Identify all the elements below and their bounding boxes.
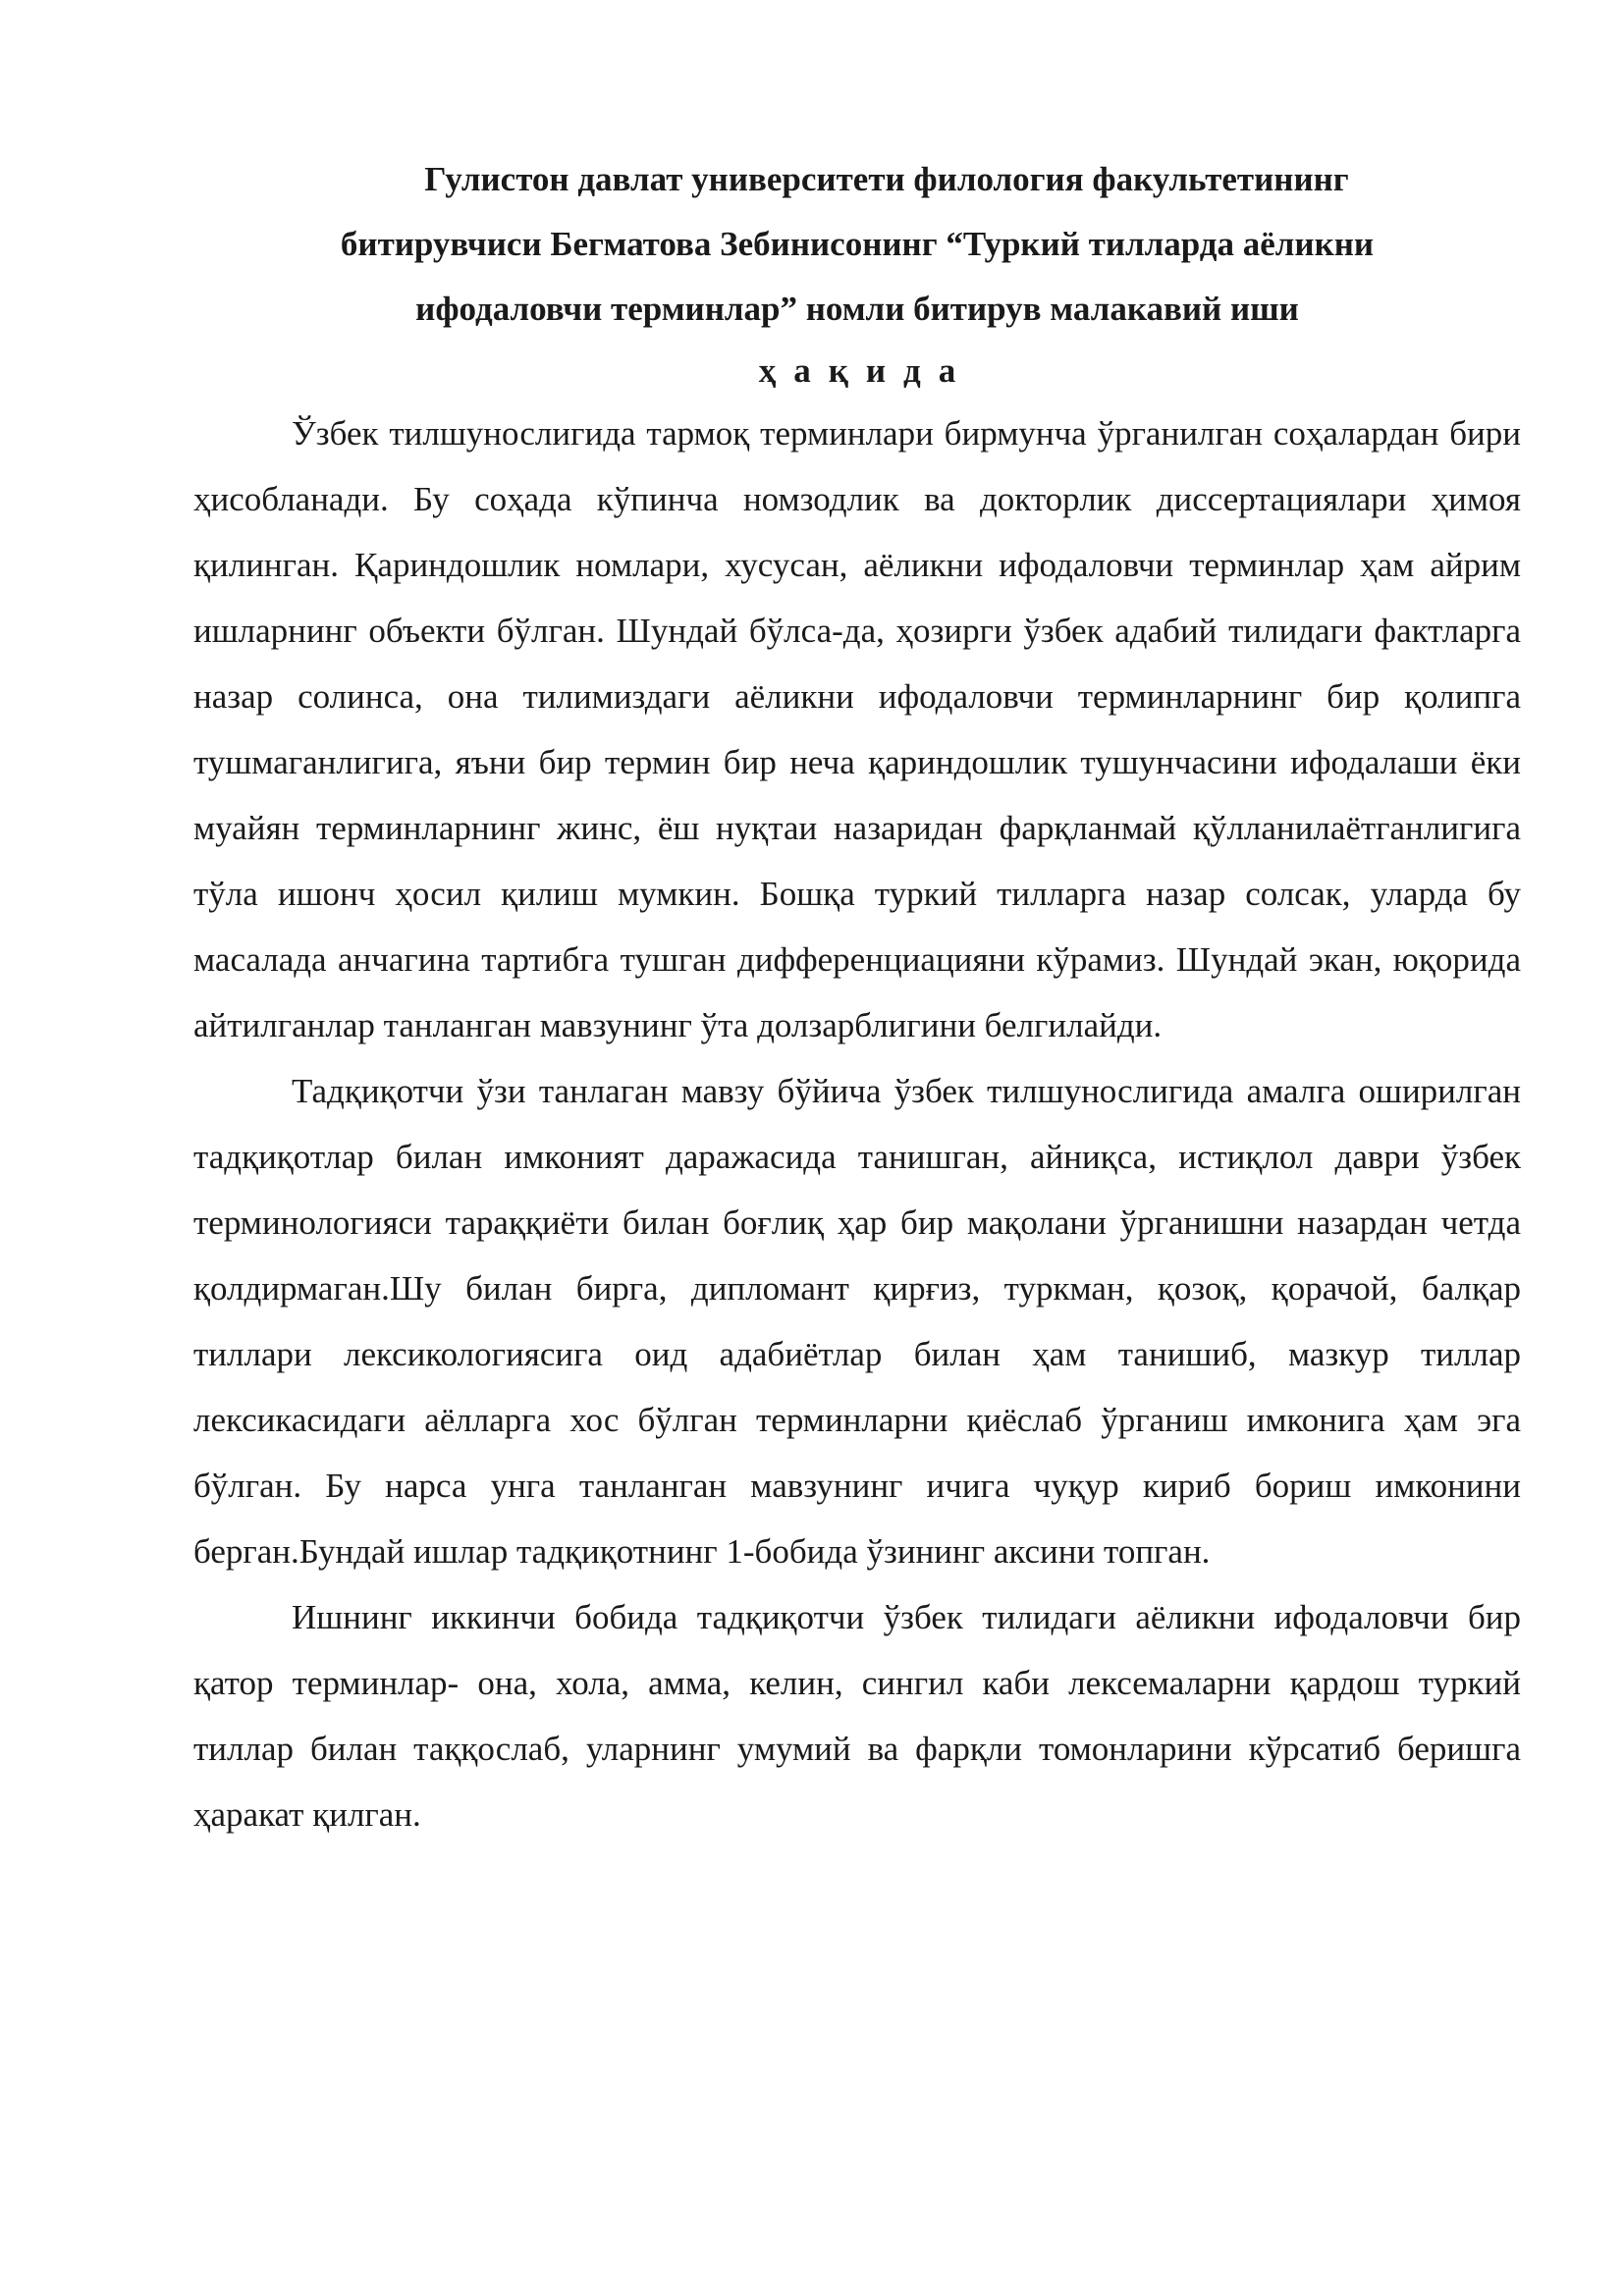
body-paragraph-3: Ишнинг иккинчи бобида тадқиқотчи ўзбек тилидаги аёликни ифодаловчи бир қатор терминлар- она, хола, амма, келин, сингил каби лексемаларни қардош туркий тиллар билан таққослаб, уларнинг умумий ва фарқли томонларини кўрсатиб беришга ҳаракат қилган. xyxy=(193,1598,1521,1834)
document-title xyxy=(193,147,1521,342)
body-paragraph-2: Тадқиқотчи ўзи танлаган мавзу бўйича ўзбек тилшунослигида амалга оширилган тадқиқотлар билан имконият даражасида танишган, айниқса, истиқлол даври ўзбек терминологияси тараққиёти билан боғлиқ ҳар бир мақолани ўрганишни назардан четда қолдирмаган.Шу билан бирга, дипломант қирғиз, туркман, қозоқ, қорачой, балқар тиллари лексикологиясига оид адабиётлар билан ҳам танишиб, мазкур тиллар лексикасидаги аёлларга хос бўлган терминларни қиёслаб ўрганиш имконига ҳам эга бўлган. Бу нарса унга танланган мавзунинг ичига чуқур кириб бориш имконини берган.Бундай ишлар тадқиқотнинг 1-бобида ўзининг аксини топган. xyxy=(193,1072,1521,1571)
title-line-1: Гулистон давлат университети филология факультетининг xyxy=(424,160,1349,198)
body-paragraph-1: Ўзбек тилшунослигида тармоқ терминлари бирмунча ўрганилган соҳалардан бири ҳисобланади. Бу соҳада кўпинча номзодлик ва докторлик диссертациялари ҳимоя қилинган. Қариндошлик номлари, хусусан, аёликни ифодаловчи терминлар ҳам айрим ишларнинг объекти бўлган. Шундай бўлса-да, ҳозирги ўзбек адабий тилидаги фактларга назар солинса, она тилимиздаги аёликни ифодаловчи терминларнинг бир қолипга тушмаганлигига, яъни бир термин бир неча қариндошлик тушунчасини ифодалаши ёки муайян терминларнинг жинс, ёш нуқтаи назаридан фарқланмай қўлланилаётганлигига тўла ишонч ҳосил қилиш мумкин. Бошқа туркий тилларга назар солсак, уларда бу масалада анчагина тартибга тушган дифференциацияни кўрамиз. Шундай экан, юқорида айтилганлар танланган мавзунинг ўта долзарблигини белгилайди. xyxy=(193,414,1521,1044)
title-line-2: битирувчиси Бегматова Зебинисонинг “Туркий тилларда аёликни xyxy=(340,225,1375,263)
document-page xyxy=(193,147,1521,1847)
document-subtitle: ҳақида xyxy=(758,351,974,390)
title-line-3: ифодаловчи терминлар” номли битирув малакавий иши xyxy=(415,290,1299,328)
